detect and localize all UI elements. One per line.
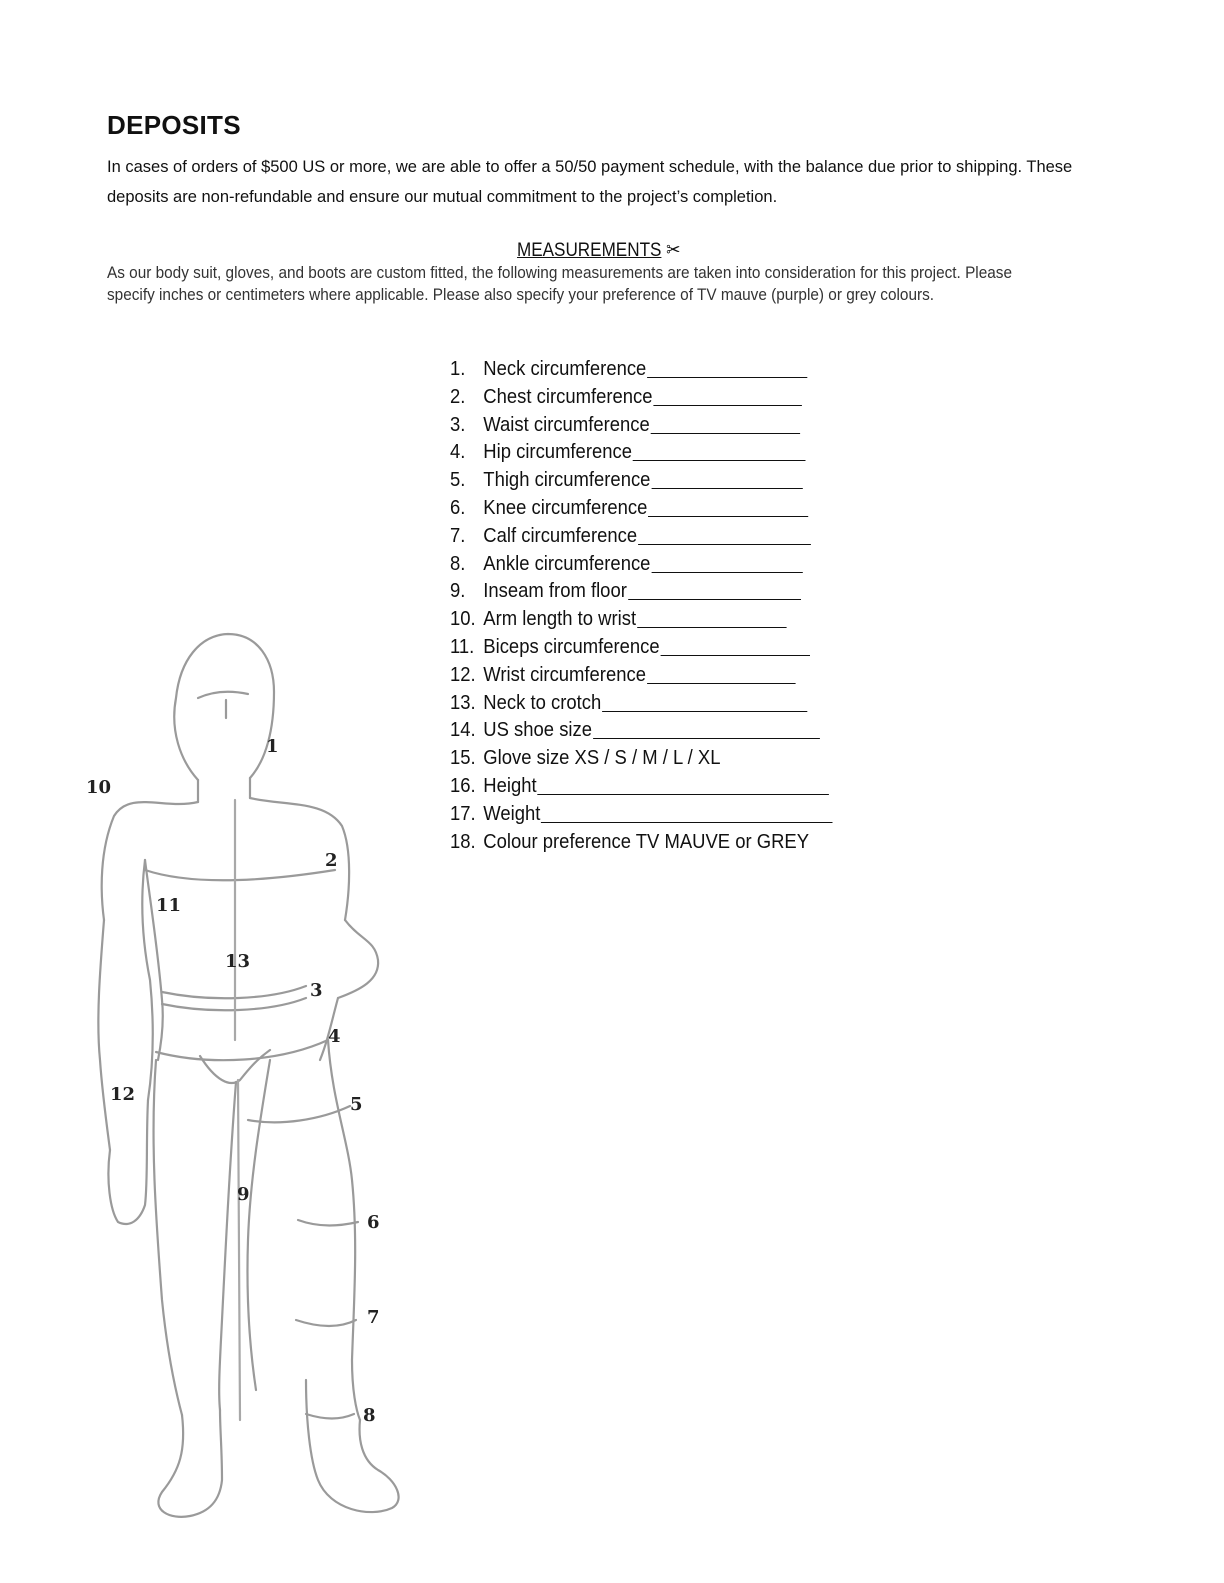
item-label: Glove size XS / S / M / L / XL [483, 746, 721, 770]
answer-blank[interactable] [647, 661, 796, 684]
head-outline [174, 634, 274, 780]
item-number: 6. [450, 495, 466, 519]
item-label: Ankle circumference [483, 551, 651, 575]
item-label: Neck to crotch [483, 690, 602, 714]
item-label: Calf circumference [483, 523, 638, 547]
answer-blank[interactable] [593, 716, 820, 739]
label-6: 6 [367, 1212, 380, 1233]
left-leg-outer [154, 1060, 182, 1415]
answer-blank[interactable] [647, 355, 807, 378]
item-number: 1. [450, 357, 466, 380]
thigh-line [248, 1106, 350, 1122]
item-number: 14. [450, 718, 476, 742]
measurement-list [450, 355, 833, 855]
answer-blank[interactable] [651, 550, 802, 573]
scissors-icon: ✂ [666, 240, 681, 261]
item-number: 9. [450, 579, 466, 603]
left-boot [158, 1410, 222, 1517]
answer-blank[interactable] [651, 411, 800, 434]
list-item [450, 605, 833, 633]
item-label: Chest circumference [483, 384, 653, 408]
item-number: 16. [450, 773, 476, 797]
measurements-intro: As our body suit, gloves, and boots are custom fitted, the following measurements are taken into consideration for this project. Please specify inches or centimeters where applicable. Please also specify your preference of TV mauve (purple) or grey colours. [107, 264, 1012, 304]
answer-blank[interactable] [648, 494, 808, 517]
label-11: 11 [156, 895, 182, 916]
torso-left [145, 860, 163, 1060]
answer-blank[interactable] [638, 522, 811, 545]
answer-blank[interactable] [653, 383, 802, 406]
item-label: Thigh circumference [483, 468, 651, 492]
answer-blank[interactable] [628, 577, 801, 600]
face-brow [198, 692, 248, 698]
item-number: 2. [450, 384, 466, 408]
label-4: 4 [328, 1026, 341, 1047]
left-arm-inner [142, 860, 153, 1100]
item-number: 8. [450, 551, 466, 575]
hip-line [156, 1040, 328, 1060]
list-item [450, 522, 833, 550]
left-leg-inner [219, 1082, 236, 1410]
chest-line [145, 870, 335, 880]
list-item [450, 633, 833, 661]
item-number: 4. [450, 440, 466, 464]
item-label: Neck circumference [483, 357, 647, 380]
crotch [200, 1050, 270, 1083]
measurements-title-text: MEASUREMENTS [517, 240, 662, 261]
answer-blank[interactable] [633, 438, 806, 461]
label-2: 2 [325, 850, 338, 871]
item-label: Wrist circumference [483, 662, 646, 686]
answer-blank[interactable] [651, 466, 802, 489]
item-label: Inseam from floor [483, 579, 627, 603]
item-number: 15. [450, 746, 476, 770]
body-figure-drawing [70, 620, 450, 1540]
deposits-paragraph: In cases of orders of $500 US or more, we are able to offer a 50/50 payment schedule, with the balance due prior to shipping. These deposits are non-refundable and ensure our mutual commitment to the project’s completion. [107, 158, 1073, 206]
list-item [450, 828, 833, 856]
item-label: Weight [483, 801, 541, 825]
figure-labels [86, 736, 380, 1426]
list-item [450, 550, 833, 578]
label-8: 8 [363, 1405, 376, 1426]
answer-blank[interactable] [661, 633, 810, 656]
label-5: 5 [350, 1094, 363, 1115]
item-number: 10. [450, 607, 476, 631]
list-item [450, 716, 833, 744]
center-line [235, 800, 240, 1420]
list-item [450, 494, 833, 522]
item-label: Height [483, 773, 537, 797]
item-number: 5. [450, 468, 466, 492]
item-number: 7. [450, 523, 466, 547]
measurements-title [517, 239, 681, 262]
label-12: 12 [110, 1084, 136, 1105]
item-label: Waist circumference [483, 412, 650, 436]
list-item [450, 411, 833, 439]
list-item [450, 800, 833, 828]
right-boot [306, 1380, 399, 1512]
list-item [450, 772, 833, 800]
label-3: 3 [310, 980, 323, 1001]
answer-blank[interactable] [637, 605, 786, 628]
ankle-line [306, 1414, 354, 1419]
label-13: 13 [225, 951, 251, 972]
label-7: 7 [367, 1307, 380, 1328]
item-label: US shoe size [483, 718, 593, 742]
item-label: Hip circumference [483, 440, 632, 464]
item-number: 3. [450, 412, 466, 436]
left-arm-outer [98, 920, 110, 1150]
knee-line [298, 1220, 358, 1226]
item-number: 12. [450, 662, 476, 686]
left-hand [108, 1100, 148, 1224]
item-number: 17. [450, 801, 476, 825]
label-1: 1 [266, 736, 279, 757]
right-arm [338, 920, 378, 998]
deposits-heading: DEPOSITS [107, 110, 241, 140]
item-label: Colour preference TV MAUVE or GREY [483, 829, 810, 853]
list-item [450, 744, 833, 772]
body-measurement-diagram [70, 620, 450, 1540]
label-10: 10 [86, 777, 112, 798]
list-item [450, 438, 833, 466]
list-item [450, 355, 833, 383]
item-label: Knee circumference [483, 495, 648, 519]
item-label: Arm length to wrist [483, 607, 637, 631]
item-number: 13. [450, 690, 476, 714]
calf-line [296, 1320, 356, 1326]
list-item [450, 577, 833, 605]
list-item [450, 383, 833, 411]
answer-blank[interactable] [541, 800, 833, 823]
list-item [450, 661, 833, 689]
item-number: 11. [450, 634, 475, 658]
item-label: Biceps circumference [483, 634, 660, 658]
right-leg-inner [247, 1060, 270, 1390]
list-item [450, 466, 833, 494]
answer-blank[interactable] [538, 772, 830, 795]
answer-blank[interactable] [602, 689, 807, 712]
label-9: 9 [237, 1184, 250, 1205]
item-number: 18. [450, 829, 476, 853]
list-item [450, 689, 833, 717]
